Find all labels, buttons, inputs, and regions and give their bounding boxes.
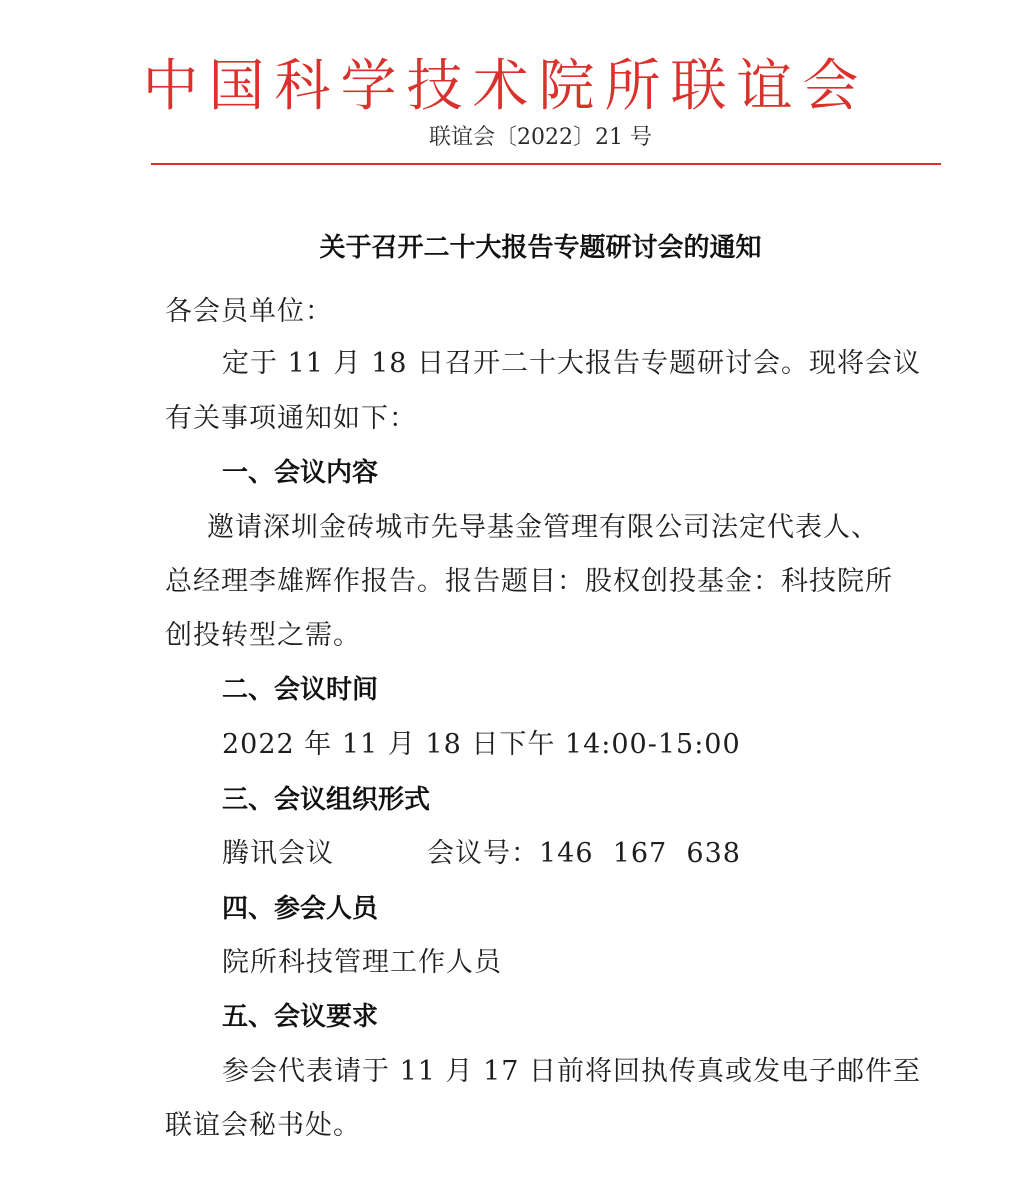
meeting-platform: 腾讯会议: [222, 838, 334, 869]
section-attendees-line: 院所科技管理工作人员: [222, 947, 502, 978]
section-content-line-3: 创投转型之需。: [165, 620, 361, 651]
document-number: 联谊会〔2022〕21 号: [429, 125, 652, 150]
section-heading-attendees: 四、参会人员: [222, 894, 379, 924]
intro-line-1: 定于 11 月 18 日召开二十大报告专题研讨会。现将会议: [222, 348, 922, 379]
section-requirements-line-2: 联谊会秘书处。: [165, 1110, 361, 1141]
intro-line-2: 有关事项通知如下：: [165, 403, 417, 434]
section-heading-content: 一、会议内容: [222, 458, 379, 488]
document-title: 关于召开二十大报告专题研讨会的通知: [319, 233, 762, 263]
section-heading-time: 二、会议时间: [222, 675, 379, 705]
section-heading-requirements: 五、会议要求: [222, 1002, 379, 1032]
meeting-id: 会议号：146 167 638: [427, 838, 741, 869]
section-time-line: 2022 年 11 月 18 日下午 14:00-15:00: [222, 729, 741, 760]
section-content-line-1: 邀请深圳金砖城市先导基金管理有限公司法定代表人、: [207, 512, 879, 543]
organization-letterhead: 中国科学技术院所联谊会: [142, 54, 869, 119]
section-content-line-2: 总经理李雄辉作报告。报告题目：股权创投基金：科技院所: [165, 566, 893, 597]
salutation: 各会员单位：: [165, 296, 333, 327]
section-heading-format: 三、会议组织形式: [222, 785, 431, 815]
section-requirements-line-1: 参会代表请于 11 月 17 日前将回执传真或发电子邮件至: [222, 1056, 922, 1087]
letterhead-divider: [151, 163, 941, 165]
